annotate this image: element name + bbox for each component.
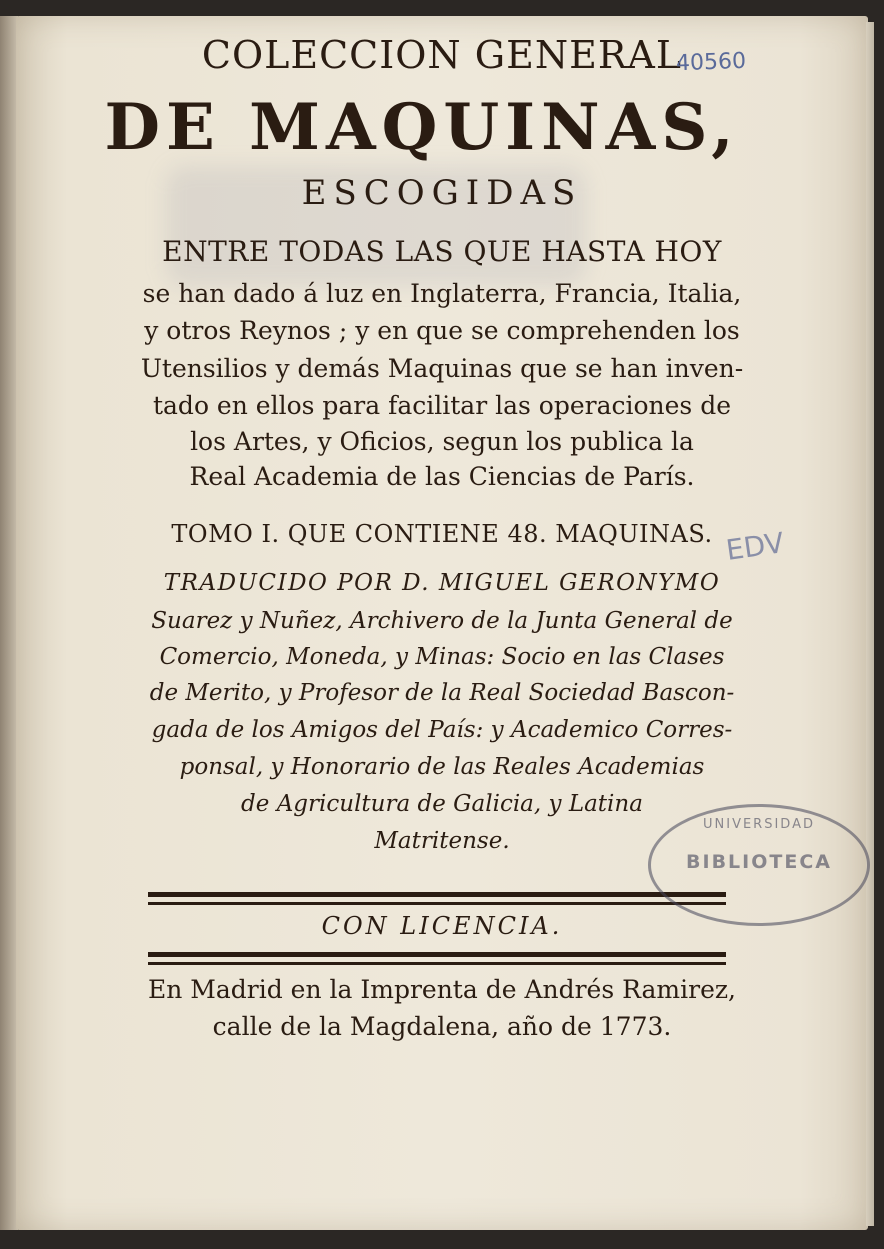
divider-rule [148, 952, 726, 957]
title-line-4: ENTRE TODAS LAS QUE HASTA HOY [162, 235, 722, 268]
translator-line: TRADUCIDO POR D. MIGUEL GERONYMO [163, 570, 721, 596]
translator-line: gada de los Amigos del País: y Academico Corres- [151, 717, 733, 743]
margin-annotation: EDV [723, 526, 786, 567]
imprint-line: calle de la Magdalena, año de 1773. [212, 1012, 672, 1041]
translator-line: de Agricultura de Galicia, y Latina [241, 791, 643, 817]
volume-line: TOMO I. QUE CONTIENE 48. MAQUINAS. [171, 520, 713, 548]
translator-line: ponsal, y Honorario de las Reales Academias [179, 754, 705, 780]
divider-rule [148, 892, 726, 897]
licence-line: CON LICENCIA. [321, 912, 563, 940]
body-line: los Artes, y Oficios, segun los publica la [190, 427, 694, 456]
body-line: tado en ellos para facilitar las operaciones de [152, 391, 731, 420]
stamp-middle-text: BIBLIOTECA [686, 851, 832, 873]
body-line: Utensilios y demás Maquinas que se han inven- [140, 354, 744, 383]
imprint-line: En Madrid en la Imprenta de Andrés Ramirez, [147, 975, 736, 1004]
library-stamp [648, 804, 870, 926]
divider-rule [148, 962, 726, 965]
translator-line: Comercio, Moneda, y Minas: Socio en las Clases [159, 644, 725, 670]
title-line-3: ESCOGIDAS [301, 173, 583, 213]
page-right-edge [866, 22, 874, 1226]
body-line: Real Academia de las Ciencias de París. [189, 462, 695, 491]
translator-line: Matritense. [374, 828, 510, 854]
body-line: se han dado á luz en Inglaterra, Francia, Italia, [142, 279, 742, 308]
title-line-2: DE MAQUINAS, [104, 90, 740, 165]
stamp-top-text: UNIVERSIDAD [703, 817, 815, 832]
body-line: y otros Reynos ; y en que se comprehenden los [144, 316, 740, 345]
title-line-1: COLECCION GENERAL [201, 33, 683, 77]
divider-rule [148, 902, 726, 905]
translator-line: Suarez y Nuñez, Archivero de la Junta General de [151, 608, 733, 634]
translator-line: de Merito, y Profesor de la Real Sociedad Bascon- [149, 680, 735, 706]
shelfmark-annotation: 40560 [675, 48, 747, 77]
